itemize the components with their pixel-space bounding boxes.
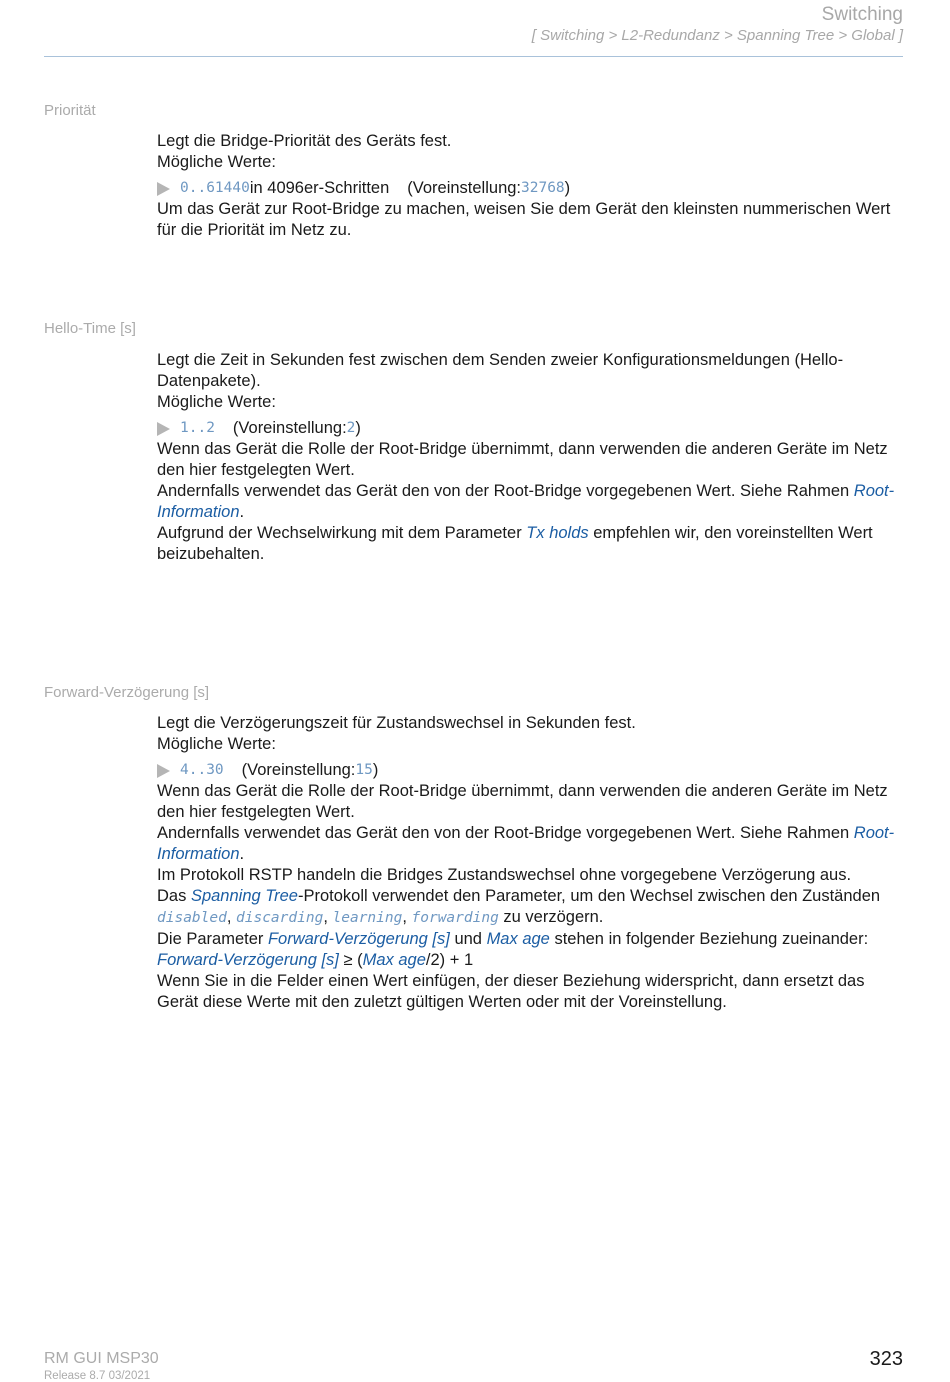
state-learning: learning [332,910,403,926]
spanning-tree-link[interactable]: Spanning Tree [190,887,298,905]
footer-release: Release 8.7 03/2021 [44,1370,151,1382]
default-value: 32768 [521,180,565,196]
forward-delay-link[interactable]: Forward-Verzögerung [s] [267,930,450,948]
state-discarding: discarding [236,910,324,926]
default-suffix: ) [564,179,571,197]
value-range: 0..61440 [180,180,250,196]
default-prefix: (Voreinstellung: [241,761,356,779]
max-age-link[interactable]: Max age [486,930,550,948]
text: und [449,930,487,948]
state-forwarding: forwarding [411,910,499,926]
text: . [239,845,245,863]
value-range: 4..30 [180,762,224,778]
value-range-row [157,760,907,781]
text: , [323,908,333,926]
possible-values-label: Mögliche Werte: [157,153,276,171]
section-body-prioritaet [157,131,907,241]
triangle-bullet-icon [157,422,170,436]
tx-holds-link[interactable]: Tx holds [526,524,589,542]
relationship-paragraph [157,929,907,950]
section-body-hello-time [157,350,907,565]
default-suffix: ) [372,761,379,779]
section-label-prioritaet: Priorität [44,102,96,119]
description: Legt die Bridge-Priorität des Geräts fest. [157,132,452,150]
breadcrumb: [ Switching > L2-Redundanz > Spanning Tree > Global ] [531,27,903,44]
range-suffix: in 4096er-Schritten [249,179,390,197]
root-information-link[interactable]: Root-Information [157,482,895,521]
header-divider [44,56,903,57]
page-number: 323 [869,1348,903,1370]
state-disabled: disabled [157,910,227,926]
footer-document-name: RM GUI MSP30 [44,1350,159,1367]
text: , [226,908,237,926]
root-bridge-paragraph: Wenn das Gerät die Rolle der Root-Bridge übernimmt, dann verwenden die anderen Geräte im Netz den hier festgelegten Wert. [157,782,888,821]
triangle-bullet-icon [157,182,170,196]
text: . [239,503,245,521]
default-value: 2 [346,420,356,436]
spanning-tree-paragraph [157,886,907,929]
description: Legt die Zeit in Sekunden fest zwischen dem Senden zweier Konfigurationsmeldungen (Hello-Datenpakete). [157,351,844,390]
value-range-row [157,178,907,199]
text: zu verzögern. [498,908,604,926]
text: stehen in folgender Beziehung zueinander: [549,930,869,948]
section-body-forward-delay [157,713,907,1013]
default-value: 15 [355,762,373,778]
text: /2) + 1 [425,951,474,969]
value-range-row [157,418,907,439]
text: empfehlen wir, den voreinstellten Wert beizubehalten. [157,524,873,563]
text: Die Parameter [157,930,268,948]
text: Das [157,887,191,905]
header-title: Switching [821,4,903,25]
text: Andernfalls verwendet das Gerät den von der Root-Bridge vorgegebenen Wert. Siehe Rahmen [157,824,854,842]
possible-values-label: Mögliche Werte: [157,735,276,753]
text: -Protokoll verwendet den Parameter, um den Wechsel zwischen den Zuständen [297,887,881,905]
default-prefix: (Voreinstellung: [232,419,347,437]
default-prefix: (Voreinstellung: [407,179,522,197]
max-age-link[interactable]: Max age [362,951,426,969]
conflict-paragraph: Wenn Sie in die Felder einen Wert einfügen, der dieser Beziehung widerspricht, dann ersetzt das Gerät diese Werte mit den zuletzt gültigen Werten oder mit der Voreinstellung. [157,972,865,1011]
triangle-bullet-icon [157,764,170,778]
forward-delay-link[interactable]: Forward-Verzögerung [s] [157,951,339,969]
value-range: 1..2 [180,420,215,436]
possible-values-label: Mögliche Werte: [157,393,276,411]
section-label-hello-time: Hello-Time [s] [44,320,136,337]
text: ≥ ( [338,951,363,969]
recommendation-paragraph [157,523,907,565]
text: Andernfalls verwendet das Gerät den von der Root-Bridge vorgegebenen Wert. Siehe Rahmen [157,482,854,500]
section-label-forward-delay: Forward-Verzögerung [s] [44,684,210,701]
root-information-link[interactable]: Root-Information [157,824,895,863]
root-bridge-paragraph: Wenn das Gerät die Rolle der Root-Bridge übernimmt, dann verwenden die anderen Geräte im Netz den hier festgelegten Wert. [157,440,888,479]
rstp-paragraph: Im Protokoll RSTP handeln die Bridges Zustandswechsel ohne vorgegebene Verzögerung aus. [157,866,852,884]
default-suffix: ) [355,419,361,437]
text: Aufgrund der Wechselwirkung mit dem Parameter [157,524,527,542]
text: , [402,908,412,926]
note-paragraph: Um das Gerät zur Root-Bridge zu machen, weisen Sie dem Gerät den kleinsten nummerischen Wert für die Priorität im Netz zu. [157,200,891,239]
otherwise-paragraph [157,823,907,865]
description: Legt die Verzögerungszeit für Zustandswechsel in Sekunden fest. [157,714,636,732]
otherwise-paragraph [157,481,907,523]
formula [157,950,907,971]
